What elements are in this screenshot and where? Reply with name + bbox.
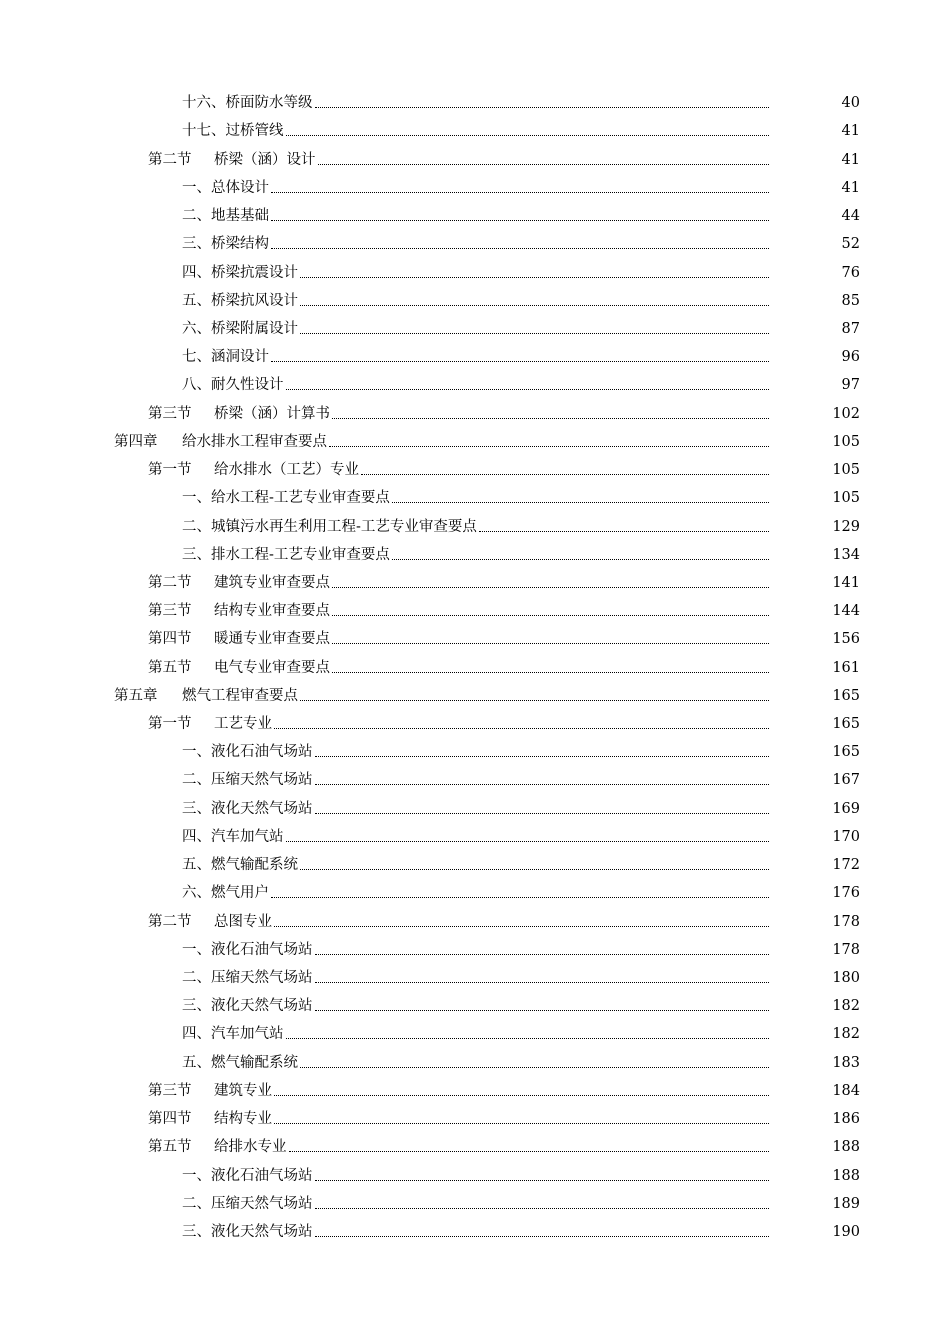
- toc-page-number: 180: [832, 970, 860, 986]
- toc-entry-title: [182, 348, 269, 366]
- toc-entry-text: 四、桥梁抗震设计: [182, 264, 298, 281]
- toc-entry-text: 二、城镇污水再生利用工程-工艺专业审查要点: [182, 518, 477, 535]
- toc-subsection-entry[interactable]: [0, 765, 950, 793]
- toc-entry-title: [148, 405, 330, 423]
- dot-leader: [315, 784, 770, 785]
- toc-entry-number: 第三节: [148, 1082, 192, 1099]
- toc-subsection-entry[interactable]: [0, 286, 950, 314]
- toc-entry-text: 一、总体设计: [182, 179, 269, 196]
- toc-subsection-entry[interactable]: [0, 483, 950, 511]
- toc-page-number: 182: [832, 998, 860, 1015]
- toc-entry-title: [182, 376, 284, 394]
- toc-entry-title: [148, 630, 330, 648]
- toc-entry-number: 第二节: [148, 151, 192, 168]
- toc-entry-number: 第四节: [148, 1111, 192, 1128]
- toc-subsection-entry[interactable]: [0, 540, 950, 568]
- toc-entry-title: [182, 518, 477, 536]
- toc-page-number: 188: [832, 1167, 860, 1184]
- dot-leader: [300, 277, 769, 278]
- dot-leader: [300, 1067, 769, 1068]
- dot-leader: [274, 728, 769, 729]
- toc-page-number: 188: [832, 1139, 860, 1156]
- toc-page-number: 161: [832, 659, 860, 676]
- toc-entry-text: 电气专业审查要点: [214, 659, 330, 676]
- toc-entry-number: 第三节: [148, 603, 192, 620]
- toc-entry-text: 八、耐久性设计: [182, 377, 284, 394]
- toc-entry-title: [182, 94, 313, 112]
- toc-entry-number: 第二节: [148, 574, 192, 591]
- toc-section-entry[interactable]: [0, 596, 950, 624]
- toc-entry-title: [182, 235, 269, 253]
- toc-entry-text: 工艺专业: [214, 716, 272, 733]
- dot-leader: [315, 982, 770, 983]
- toc-section-entry[interactable]: [0, 1076, 950, 1104]
- toc-subsection-entry[interactable]: [0, 88, 950, 116]
- toc-entry-text: 四、汽车加气站: [182, 1026, 284, 1043]
- dot-leader: [271, 361, 769, 362]
- dot-leader: [271, 220, 769, 221]
- toc-entry-text: 二、压缩天然气场站: [182, 772, 313, 789]
- toc-entry-title: [182, 1054, 298, 1072]
- dot-leader: [286, 389, 770, 390]
- toc-entry-number: 第四章: [114, 433, 158, 450]
- dot-leader: [274, 1095, 769, 1096]
- toc-entry-title: [182, 800, 313, 818]
- toc-entry-title: [182, 1223, 313, 1241]
- dot-leader: [271, 248, 769, 249]
- toc-page-number: 44: [841, 208, 860, 225]
- toc-entry-title: [182, 546, 390, 564]
- dot-leader: [392, 502, 769, 503]
- toc-page-number: 178: [832, 941, 860, 958]
- toc-entry-text: 五、燃气输配系统: [182, 857, 298, 874]
- toc-subsection-entry[interactable]: [0, 1217, 950, 1245]
- toc-page-number: 134: [832, 546, 860, 563]
- dot-leader: [271, 897, 769, 898]
- toc-entry-text: 二、压缩天然气场站: [182, 970, 313, 986]
- toc-entry-title: [182, 856, 298, 874]
- dot-leader: [315, 813, 770, 814]
- toc-page-number: 76: [841, 264, 860, 281]
- toc-subsection-entry[interactable]: [0, 342, 950, 370]
- toc-entry-number: 第二节: [148, 913, 192, 930]
- dot-leader: [300, 869, 769, 870]
- toc-entry-text: 五、桥梁抗风设计: [182, 292, 298, 309]
- toc-section-entry[interactable]: [0, 398, 950, 426]
- toc-entry-title: [182, 884, 269, 902]
- toc-entry-text: 桥梁（涵）设计: [214, 151, 316, 168]
- toc-entry-text: 三、液化天然气场站: [182, 800, 313, 817]
- toc-entry-title: [182, 1195, 313, 1213]
- toc-entry-title: [182, 320, 298, 338]
- toc-page-number: 40: [841, 95, 860, 112]
- toc-entry-text: 三、排水工程-工艺专业审查要点: [182, 546, 390, 563]
- toc-entry-text: 总图专业: [214, 913, 272, 930]
- toc-entry-title: [182, 179, 269, 197]
- toc-page-number: 96: [841, 349, 860, 366]
- toc-section-entry[interactable]: [0, 568, 950, 596]
- dot-leader: [300, 305, 769, 306]
- dot-leader: [274, 926, 769, 927]
- toc-entry-title: [182, 828, 284, 846]
- toc-page-number: 41: [841, 151, 860, 168]
- toc-entry-title: [182, 207, 269, 225]
- toc-entry-title: [148, 461, 359, 479]
- toc-page-number: 165: [832, 744, 860, 761]
- dot-leader: [315, 1180, 770, 1181]
- toc-subsection-entry[interactable]: [0, 1019, 950, 1047]
- toc-page-number: 129: [832, 518, 860, 535]
- toc-section-entry[interactable]: [0, 144, 950, 172]
- toc-page-number: 41: [841, 123, 860, 140]
- dot-leader: [318, 164, 770, 165]
- dot-leader: [315, 1208, 770, 1209]
- toc-subsection-entry[interactable]: [0, 1047, 950, 1075]
- toc-entry-title: [148, 1082, 272, 1100]
- toc-page-number: 169: [832, 800, 860, 817]
- toc-entry-number: 第一节: [148, 716, 192, 733]
- toc-page-number: 52: [841, 236, 860, 253]
- toc-entry-number: 第四节: [148, 631, 192, 648]
- toc-entry-text: 三、桥梁结构: [182, 236, 269, 253]
- toc-entry-text: 一、液化石油气场站: [182, 941, 313, 958]
- toc-page-number: 144: [832, 603, 860, 620]
- toc-entry-text: 结构专业: [214, 1111, 272, 1128]
- toc-subsection-entry[interactable]: [0, 173, 950, 201]
- toc-subsection-entry[interactable]: [0, 737, 950, 765]
- toc-page-number: 102: [832, 405, 860, 422]
- toc-entry-text: 五、燃气输配系统: [182, 1054, 298, 1071]
- toc-page-number: 87: [841, 320, 860, 337]
- toc-entry-title: [182, 1167, 313, 1185]
- toc-entry-text: 燃气工程审查要点: [182, 687, 298, 704]
- toc-entry-title: [182, 489, 390, 507]
- dot-leader: [289, 1151, 770, 1152]
- toc-subsection-entry[interactable]: [0, 991, 950, 1019]
- toc-entry-text: 七、涵洞设计: [182, 349, 269, 366]
- toc-page-number: 170: [832, 828, 860, 845]
- toc-entry-title: [148, 602, 330, 620]
- toc-entry-text: 二、压缩天然气场站: [182, 1195, 313, 1212]
- toc-page-number: 97: [841, 377, 860, 394]
- toc-page-number: 189: [832, 1195, 860, 1212]
- toc-entry-number: 第一节: [148, 462, 192, 479]
- toc-page-number: 165: [832, 716, 860, 733]
- toc-entry-number: 第五节: [148, 1139, 192, 1156]
- toc-chapter-entry[interactable]: [0, 427, 950, 455]
- toc-subsection-entry[interactable]: [0, 201, 950, 229]
- toc-entry-text: 一、给水工程-工艺专业审查要点: [182, 490, 390, 507]
- toc-subsection-entry[interactable]: [0, 314, 950, 342]
- toc-subsection-entry[interactable]: [0, 257, 950, 285]
- dot-leader: [315, 954, 770, 955]
- toc-entry-title: [182, 969, 313, 987]
- toc-page-number: 165: [832, 687, 860, 704]
- toc-entry-title: [182, 771, 313, 789]
- dot-leader: [286, 841, 770, 842]
- toc-entry-text: 六、燃气用户: [182, 885, 269, 902]
- toc-entry-title: [114, 687, 298, 705]
- toc-entry-text: 一、液化石油气场站: [182, 744, 313, 761]
- toc-entry-text: 给水排水工程审查要点: [182, 433, 327, 450]
- toc-entry-title: [182, 743, 313, 761]
- toc-entry-title: [148, 715, 272, 733]
- toc-entry-text: 十七、过桥管线: [182, 123, 284, 140]
- toc-entry-title: [148, 1138, 287, 1156]
- toc-section-entry[interactable]: [0, 455, 950, 483]
- toc-entry-title: [148, 913, 272, 931]
- toc-subsection-entry[interactable]: [0, 935, 950, 963]
- toc-page-number: 167: [832, 772, 860, 789]
- toc-page-number: 190: [832, 1223, 860, 1240]
- toc-entry-text: 十六、桥面防水等级: [182, 95, 313, 112]
- dot-leader: [315, 1236, 770, 1237]
- dot-leader: [329, 446, 769, 447]
- toc-entry-text: 给排水专业: [214, 1139, 287, 1156]
- toc-entry-text: 暖通专业审查要点: [214, 631, 330, 648]
- toc-subsection-entry[interactable]: [0, 963, 950, 991]
- dot-leader: [332, 643, 769, 644]
- toc-entry-title: [148, 1110, 272, 1128]
- toc-subsection-entry[interactable]: [0, 878, 950, 906]
- toc-entry-title: [182, 1025, 284, 1043]
- toc-entry-title: [182, 941, 313, 959]
- toc-page-number: 105: [832, 462, 860, 479]
- toc-entry-number: 第三节: [148, 405, 192, 422]
- toc-section-entry[interactable]: [0, 624, 950, 652]
- toc-subsection-entry[interactable]: [0, 370, 950, 398]
- dot-leader: [286, 1038, 770, 1039]
- toc-entry-text: 六、桥梁附属设计: [182, 320, 298, 337]
- dot-leader: [315, 756, 770, 757]
- toc-chapter-entry[interactable]: [0, 681, 950, 709]
- toc-entry-text: 一、液化石油气场站: [182, 1167, 313, 1184]
- dot-leader: [332, 418, 769, 419]
- toc-entry-text: 三、液化天然气场站: [182, 998, 313, 1015]
- dot-leader: [300, 333, 769, 334]
- toc-page-number: 172: [832, 857, 860, 874]
- dot-leader: [286, 135, 770, 136]
- toc-subsection-entry[interactable]: [0, 850, 950, 878]
- toc-subsection-entry[interactable]: [0, 116, 950, 144]
- toc-page-number: 183: [832, 1054, 860, 1071]
- toc-entry-text: 建筑专业: [214, 1082, 272, 1099]
- toc-entry-title: [182, 997, 313, 1015]
- toc-section-entry[interactable]: [0, 1104, 950, 1132]
- dot-leader: [332, 587, 769, 588]
- toc-page-number: 184: [832, 1082, 860, 1099]
- toc-entry-title: [182, 292, 298, 310]
- toc-entry-text: 桥梁（涵）计算书: [214, 405, 330, 422]
- dot-leader: [392, 559, 769, 560]
- toc-entry-text: 建筑专业审查要点: [214, 574, 330, 591]
- toc-page-number: 178: [832, 913, 860, 930]
- toc-entry-number: 第五章: [114, 687, 158, 704]
- toc-entry-title: [148, 151, 316, 169]
- toc-page-number: 105: [832, 490, 860, 507]
- toc-section-entry[interactable]: [0, 1132, 950, 1160]
- toc-subsection-entry[interactable]: [0, 229, 950, 257]
- dot-leader: [315, 1010, 770, 1011]
- toc-entry-text: 给水排水（工艺）专业: [214, 462, 359, 479]
- toc-subsection-entry[interactable]: [0, 793, 950, 821]
- toc-entry-text: 三、液化天然气场站: [182, 1223, 313, 1240]
- dot-leader: [332, 615, 769, 616]
- toc-subsection-entry[interactable]: [0, 822, 950, 850]
- toc-entry-title: [148, 574, 330, 592]
- dot-leader: [479, 531, 769, 532]
- dot-leader: [271, 192, 769, 193]
- toc-page-number: 156: [832, 631, 860, 648]
- toc-page-number: 41: [841, 179, 860, 196]
- toc-section-entry[interactable]: [0, 906, 950, 934]
- dot-leader: [361, 474, 769, 475]
- toc-entry-text: 结构专业审查要点: [214, 603, 330, 620]
- toc-entry-title: [114, 433, 327, 451]
- dot-leader: [300, 700, 769, 701]
- toc-section-entry[interactable]: [0, 652, 950, 680]
- table-of-contents: [0, 88, 950, 1245]
- toc-entry-number: 第五节: [148, 659, 192, 676]
- toc-page-number: 105: [832, 433, 860, 450]
- toc-page-number: 182: [832, 1026, 860, 1043]
- toc-subsection-entry[interactable]: [0, 1189, 950, 1217]
- toc-page-number: 85: [841, 292, 860, 309]
- toc-subsection-entry[interactable]: [0, 1160, 950, 1188]
- toc-entry-title: [182, 122, 284, 140]
- dot-leader: [332, 672, 769, 673]
- dot-leader: [274, 1123, 769, 1124]
- toc-page-number: 141: [832, 574, 860, 591]
- toc-subsection-entry[interactable]: [0, 511, 950, 539]
- toc-entry-text: 四、汽车加气站: [182, 828, 284, 845]
- toc-entry-title: [182, 264, 298, 282]
- dot-leader: [315, 107, 770, 108]
- toc-entry-title: [148, 659, 330, 677]
- toc-page-number: 176: [832, 885, 860, 902]
- toc-page-number: 186: [832, 1111, 860, 1128]
- toc-entry-text: 二、地基基础: [182, 208, 269, 225]
- toc-section-entry[interactable]: [0, 709, 950, 737]
